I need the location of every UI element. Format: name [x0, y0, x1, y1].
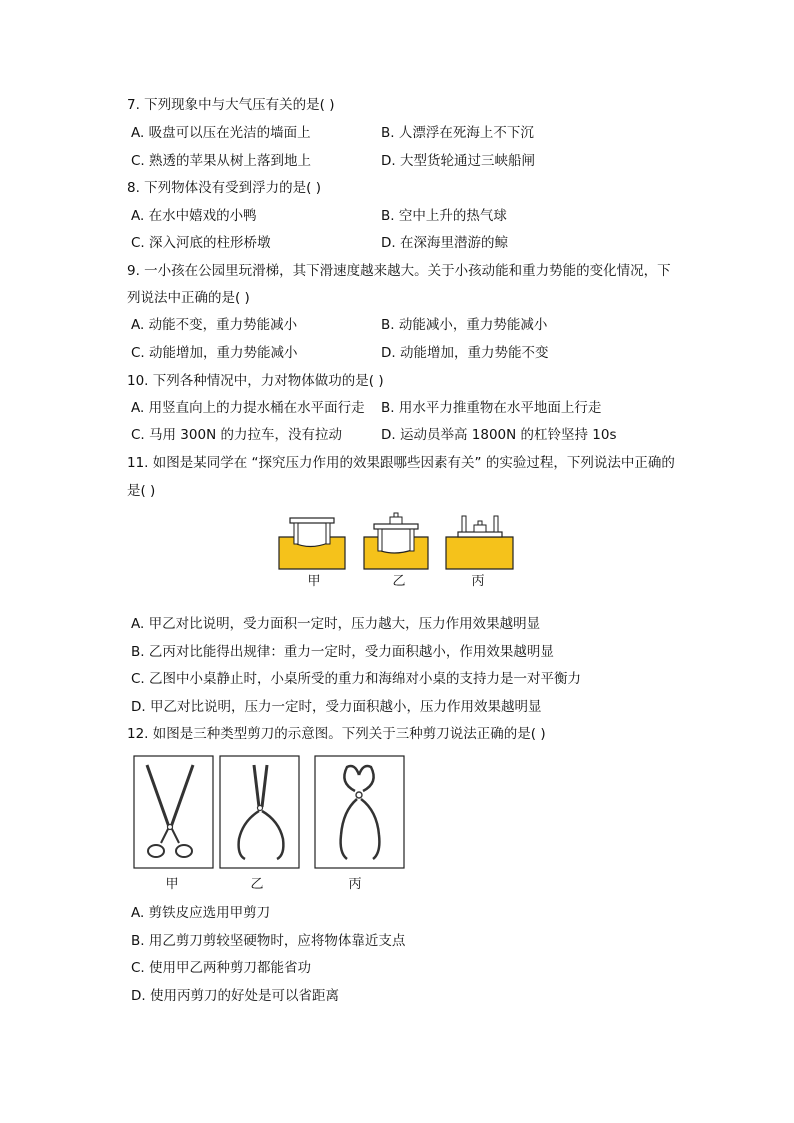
fig12-label-yi: 乙 — [250, 877, 264, 892]
scissors-jia — [134, 756, 213, 868]
q7-option-b: B. 人漂浮在死海上不下沉 — [381, 125, 534, 141]
q7-option-d: D. 大型货轮通过三峡船闸 — [381, 153, 535, 169]
q11-option-c: C. 乙图中小桌静止时，小桌所受的重力和海绵对小桌的支持力是一对平衡力 — [131, 671, 582, 687]
q8-option-c: C. 深入河底的柱形桥墩 — [131, 235, 271, 251]
q8-option-a: A. 在水中嬉戏的小鸭 — [131, 208, 257, 224]
q11-option-d: D. 甲乙对比说明，压力一定时，受力面积越小，压力作用效果越明显 — [131, 699, 542, 715]
q9-option-b: B. 动能减小，重力势能减小 — [381, 317, 548, 333]
q12-option-d: D. 使用丙剪刀的好处是可以省距离 — [131, 988, 339, 1004]
q10-option-a: A. 用竖直向上的力提水桶在水平面行走 — [131, 400, 365, 416]
q12-stem: 12. 如图是三种类型剪刀的示意图。下列关于三种剪刀说法正确的是( ) — [127, 726, 546, 742]
q10-option-b: B. 用水平力推重物在水平地面上行走 — [381, 400, 602, 416]
fig12-label-bing: 丙 — [348, 877, 362, 892]
q8-option-b: B. 空中上升的热气球 — [381, 208, 507, 224]
q12-option-c: C. 使用甲乙两种剪刀都能省功 — [131, 960, 312, 976]
fig11-label-yi: 乙 — [392, 574, 406, 589]
q9-stem-cont: 列说法中正确的是( ) — [127, 290, 250, 306]
scissors-bing — [315, 756, 404, 868]
sponge-table-yi — [364, 513, 428, 569]
q9-option-a: A. 动能不变，重力势能减小 — [131, 317, 298, 333]
scissors-yi — [220, 756, 299, 868]
q10-option-d: D. 运动员举高 1800N 的杠铃坚持 10s — [381, 427, 617, 443]
q10-option-c: C. 马用 300N 的力拉车，没有拉动 — [131, 427, 342, 443]
q11-stem-cont: 是( ) — [127, 483, 156, 499]
q9-stem: 9. 一小孩在公园里玩滑梯，其下滑速度越来越大。关于小孩动能和重力势能的变化情况，下 — [127, 263, 671, 279]
q10-stem: 10. 下列各种情况中，力对物体做功的是( ) — [127, 373, 384, 389]
q7-stem: 7. 下列现象中与大气压有关的是( ) — [127, 97, 335, 113]
q7-option-c: C. 熟透的苹果从树上落到地上 — [131, 153, 312, 169]
q8-option-d: D. 在深海里潜游的鲸 — [381, 235, 508, 251]
pressure-experiment-figure — [276, 510, 521, 574]
scissors-figure — [133, 755, 408, 871]
q12-option-a: A. 剪铁皮应选用甲剪刀 — [131, 905, 271, 921]
q8-stem: 8. 下列物体没有受到浮力的是( ) — [127, 180, 321, 196]
q11-stem: 11. 如图是某同学在 “探究压力作用的效果跟哪些因素有关” 的实验过程，下列说法中正确的 — [127, 455, 675, 471]
fig11-label-jia: 甲 — [307, 574, 321, 589]
q11-option-b: B. 乙丙对比能得出规律：重力一定时，受力面积越小，作用效果越明显 — [131, 644, 554, 660]
q12-option-b: B. 用乙剪刀剪较坚硬物时，应将物体靠近支点 — [131, 933, 406, 949]
sponge-table-bing — [446, 516, 513, 569]
q9-option-c: C. 动能增加，重力势能减小 — [131, 345, 298, 361]
q11-option-a: A. 甲乙对比说明，受力面积一定时，压力越大，压力作用效果越明显 — [131, 616, 541, 632]
sponge-table-jia — [279, 518, 345, 569]
q7-option-a: A. 吸盘可以压在光洁的墙面上 — [131, 125, 311, 141]
fig11-label-bing: 丙 — [471, 574, 485, 589]
fig12-label-jia: 甲 — [165, 877, 179, 892]
q9-option-d: D. 动能增加，重力势能不变 — [381, 345, 549, 361]
